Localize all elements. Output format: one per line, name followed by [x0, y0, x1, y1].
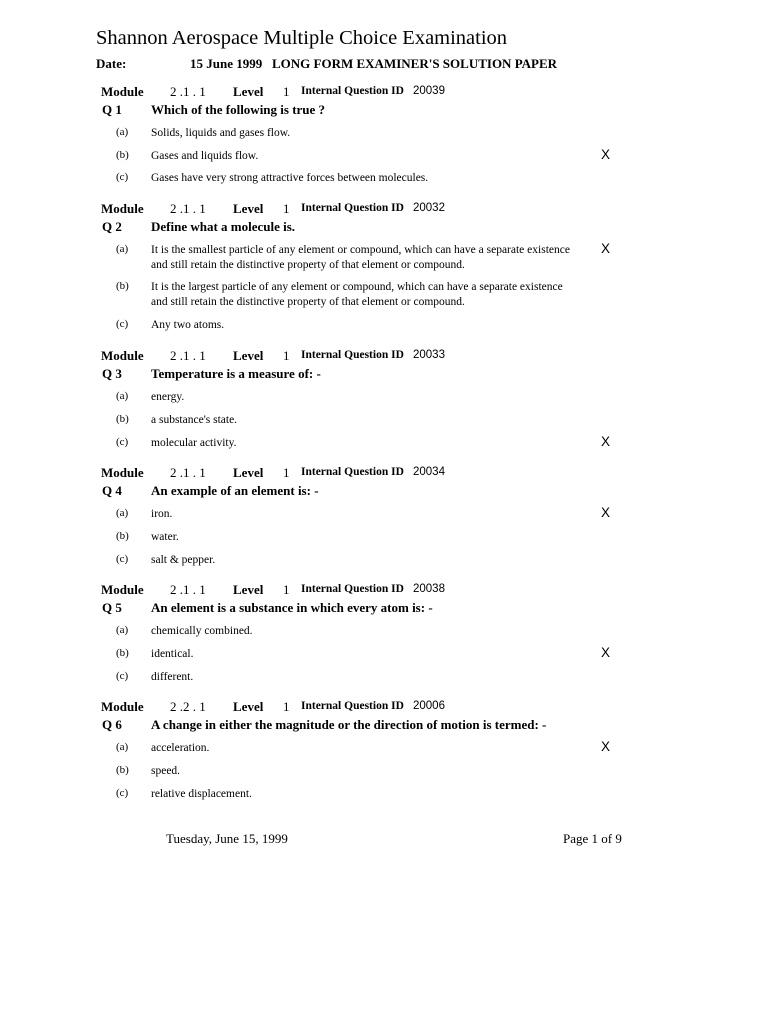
question-number: Q 3 — [102, 366, 122, 381]
module-value: 2 .1 . 1 — [170, 348, 206, 363]
question-meta-row — [0, 201, 768, 217]
question-row — [0, 483, 768, 499]
option-letter: (b) — [116, 764, 129, 776]
question-id-value: 20038 — [413, 583, 445, 595]
level-label: Level — [233, 465, 264, 480]
module-value: 2 .2 . 1 — [170, 699, 206, 714]
option-text: salt & pepper. — [151, 554, 216, 566]
option-text: chemically combined. — [151, 625, 253, 637]
question-id-label: Internal Question ID — [301, 583, 404, 595]
level-value: 1 — [283, 201, 290, 216]
question-id-label: Internal Question ID — [301, 349, 404, 361]
date-label: Date: — [96, 56, 127, 71]
level-label: Level — [233, 201, 264, 216]
level-label: Level — [233, 84, 264, 99]
option-letter: (b) — [116, 530, 129, 542]
correct-answer-mark: X — [601, 147, 611, 162]
question-id-label: Internal Question ID — [301, 700, 404, 712]
correct-answer-mark: X — [601, 739, 611, 754]
option-letter: (a) — [116, 243, 129, 255]
option-letter: (c) — [116, 318, 129, 330]
question-number: Q 2 — [102, 219, 122, 234]
module-label: Module — [101, 699, 144, 714]
correct-answer-mark: X — [601, 241, 611, 256]
option-text: It is the smallest particle of any element or compound, which can have a separate existence and still retain the distinctive property of that element or compound. — [151, 244, 570, 271]
paper-type: LONG FORM EXAMINER'S SOLUTION PAPER — [272, 56, 558, 71]
question-row — [0, 366, 768, 382]
level-label: Level — [233, 699, 264, 714]
correct-answer-mark: X — [601, 434, 611, 449]
question-text: An example of an element is: - — [151, 483, 319, 498]
question-row — [0, 717, 768, 733]
level-label: Level — [233, 582, 264, 597]
question-text: Define what a molecule is. — [151, 219, 296, 234]
correct-answer-mark: X — [601, 505, 611, 520]
question-row — [0, 600, 768, 616]
option-letter: (b) — [116, 413, 129, 425]
level-value: 1 — [283, 582, 290, 597]
option-text: a substance's state. — [151, 414, 238, 426]
option-text: energy. — [151, 391, 185, 403]
module-label: Module — [101, 348, 144, 363]
date-value: 15 June 1999 — [190, 56, 263, 71]
option-letter: (c) — [116, 553, 129, 565]
level-value: 1 — [283, 84, 290, 99]
question-number: Q 6 — [102, 717, 122, 732]
option-text: Gases and liquids flow. — [151, 150, 259, 162]
question-number: Q 4 — [102, 483, 122, 498]
question-meta-row — [0, 699, 768, 715]
question-id-label: Internal Question ID — [301, 85, 404, 97]
module-label: Module — [101, 201, 144, 216]
level-value: 1 — [283, 465, 290, 480]
module-label: Module — [101, 582, 144, 597]
question-id-value: 20006 — [413, 700, 445, 712]
module-value: 2 .1 . 1 — [170, 84, 206, 99]
option-letter: (c) — [116, 787, 129, 799]
option-text: speed. — [151, 765, 181, 777]
question-row — [0, 102, 768, 118]
question-meta-row — [0, 84, 768, 100]
option-letter: (b) — [116, 149, 129, 161]
question-id-value: 20033 — [413, 349, 445, 361]
question-text: A change in either the magnitude or the direction of motion is termed: - — [151, 717, 547, 732]
question-id-value: 20039 — [413, 85, 445, 97]
page-title: Shannon Aerospace Multiple Choice Examination — [96, 27, 508, 49]
question-id-value: 20032 — [413, 202, 445, 214]
question-number: Q 1 — [102, 102, 122, 117]
module-value: 2 .1 . 1 — [170, 465, 206, 480]
option-letter: (c) — [116, 670, 129, 682]
option-letter: (a) — [116, 741, 129, 753]
option-letter: (b) — [116, 280, 129, 292]
question-text: An element is a substance in which every atom is: - — [151, 600, 433, 615]
module-label: Module — [101, 84, 144, 99]
option-letter: (c) — [116, 436, 129, 448]
option-letter: (c) — [116, 171, 129, 183]
module-label: Module — [101, 465, 144, 480]
option-text: Any two atoms. — [151, 319, 225, 331]
question-text: Temperature is a measure of: - — [151, 366, 321, 381]
question-meta-row — [0, 465, 768, 481]
option-text: acceleration. — [151, 742, 210, 754]
level-label: Level — [233, 348, 264, 363]
option-text: Gases have very strong attractive forces between molecules. — [151, 172, 429, 184]
question-id-label: Internal Question ID — [301, 466, 404, 478]
question-text: Which of the following is true ? — [151, 102, 326, 117]
option-letter: (a) — [116, 126, 129, 138]
footer-date: Tuesday, June 15, 1999 — [166, 831, 288, 846]
option-letter: (a) — [116, 624, 129, 636]
correct-answer-mark: X — [601, 645, 611, 660]
question-id-label: Internal Question ID — [301, 202, 404, 214]
option-text: molecular activity. — [151, 437, 237, 449]
footer-page-number: Page 1 of 9 — [563, 831, 622, 846]
module-value: 2 .1 . 1 — [170, 201, 206, 216]
option-text: identical. — [151, 648, 194, 660]
question-row — [0, 219, 768, 235]
option-text: It is the largest particle of any element or compound, which can have a separate existence and still retain the distinctive property of that element or compound. — [151, 281, 563, 308]
option-letter: (b) — [116, 647, 129, 659]
option-letter: (a) — [116, 390, 129, 402]
level-value: 1 — [283, 348, 290, 363]
option-text: different. — [151, 671, 194, 683]
option-text: iron. — [151, 508, 173, 520]
question-number: Q 5 — [102, 600, 122, 615]
option-letter: (a) — [116, 507, 129, 519]
option-text: water. — [151, 531, 179, 543]
question-meta-row — [0, 582, 768, 598]
option-text: relative displacement. — [151, 788, 252, 800]
question-meta-row — [0, 348, 768, 364]
question-id-value: 20034 — [413, 466, 445, 478]
option-text: Solids, liquids and gases flow. — [151, 127, 291, 139]
module-value: 2 .1 . 1 — [170, 582, 206, 597]
level-value: 1 — [283, 699, 290, 714]
